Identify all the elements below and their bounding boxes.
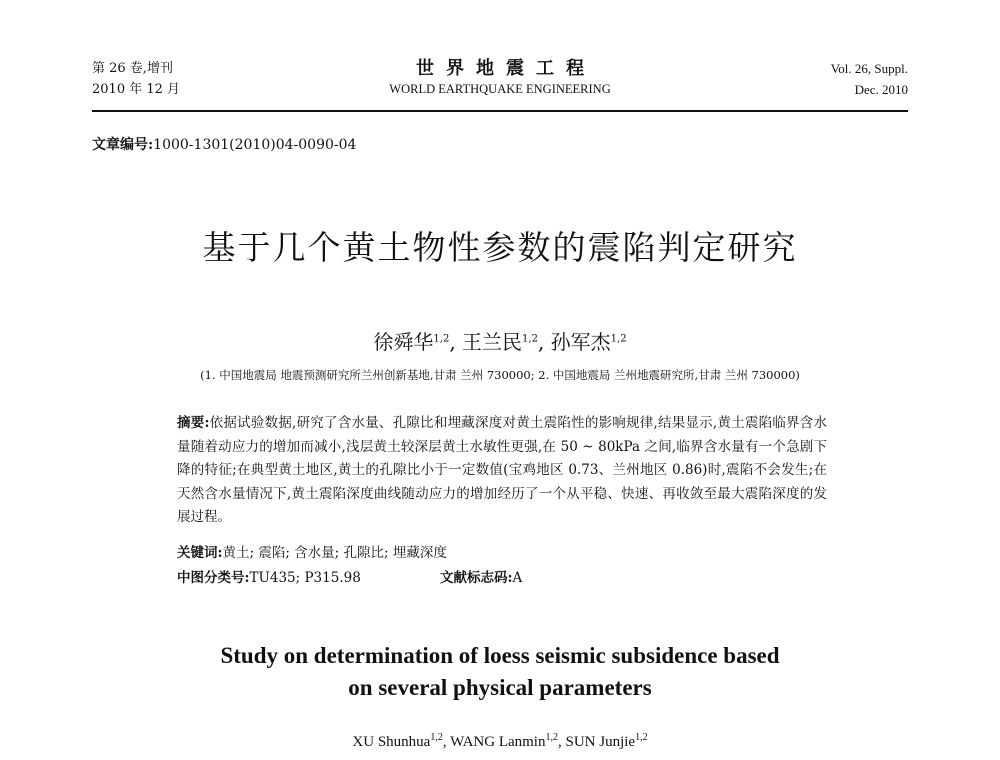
article-number (92, 134, 356, 154)
document-code-label: 文献标志码: (440, 570, 513, 586)
keywords-text: 黄土; 震陷; 含水量; 孔隙比; 埋藏深度 (222, 545, 447, 561)
journal-title-cn: 世界地震工程 (416, 58, 596, 79)
title-en-line1: Study on determination of loess seismic subsidence based (220, 643, 780, 668)
volume-en: Vol. 26, Suppl. (830, 61, 908, 76)
journal-title-en: WORLD EARTHQUAKE ENGINEERING (389, 82, 611, 96)
paper-title-en (0, 640, 1000, 704)
header-rule (92, 110, 908, 112)
title-en-line2: on several physical parameters (348, 675, 652, 700)
abstract-text: 依据试验数据,研究了含水量、孔隙比和埋藏深度对黄土震陷性的影响规律,结果显示,黄土震陷临界含水量随着动应力的增加而减小,浅层黄土较深层黄土水敏性更强,在 50 ~ 80kPa 之间,临界含水量有一个急剧下降的特征;在典型黄土地区,黄土的孔隙比小于一定数值(宝鸡地区 0.73、兰州地区 0.86)时,震陷不会发生;在天然含水量情况下,黄土震陷深度曲线随动应力的增加经历了一个从平稳、快速、再收敛至最大震陷深度的发展过程。 (177, 415, 828, 525)
author-name: XU Shunhua (352, 734, 431, 750)
abstract (177, 412, 827, 530)
running-header (92, 58, 908, 102)
author-separator: , (449, 330, 463, 354)
keywords (177, 542, 447, 565)
author-name: 徐舜华 (373, 330, 434, 354)
document-code-text: A (512, 570, 523, 586)
classification-label: 中图分类号: (177, 570, 250, 586)
authors-en (0, 732, 1000, 751)
author-separator: , (442, 734, 451, 750)
author-separator: , (557, 734, 566, 750)
author-affiliation-mark: 1,2 (610, 333, 627, 345)
header-right (831, 58, 908, 100)
affiliations: (1. 中国地震局 地震预测研究所兰州创新基地,甘肃 兰州 730000; 2. 中国地震局 兰州地震研究所,甘肃 兰州 730000) (200, 368, 800, 382)
author-name: 王兰民 (462, 330, 523, 354)
author-affiliation-mark: 1,2 (522, 333, 538, 345)
keywords-label: 关键词: (177, 545, 223, 561)
author-name: WANG Lanmin (450, 734, 546, 750)
date-en: Dec. 2010 (854, 82, 908, 97)
author-affiliation-mark: 1,2 (635, 732, 648, 743)
paper-title-cn: 基于几个黄土物性参数的震陷判定研究 (202, 228, 798, 267)
article-number-label: 文章编号: (92, 137, 154, 153)
author-separator: , (537, 330, 551, 354)
author-affiliation-mark: 1,2 (430, 732, 443, 743)
authors-cn (0, 326, 1000, 355)
volume-cn: 第 26 卷,增刊 (92, 61, 173, 76)
author-name: SUN Junjie (565, 734, 636, 750)
article-number-value: 1000-1301(2010)04-0090-04 (153, 137, 357, 153)
abstract-label: 摘要: (177, 415, 210, 431)
classification-number (177, 567, 361, 590)
header-center (92, 58, 908, 100)
classification-text: TU435; P315.98 (249, 570, 361, 586)
author-affiliation-mark: 1,2 (433, 333, 450, 345)
document-code (440, 567, 522, 590)
author-affiliation-mark: 1,2 (545, 732, 558, 743)
date-cn: 2010 年 12 月 (92, 82, 181, 97)
author-name: 孙军杰 (550, 330, 611, 354)
